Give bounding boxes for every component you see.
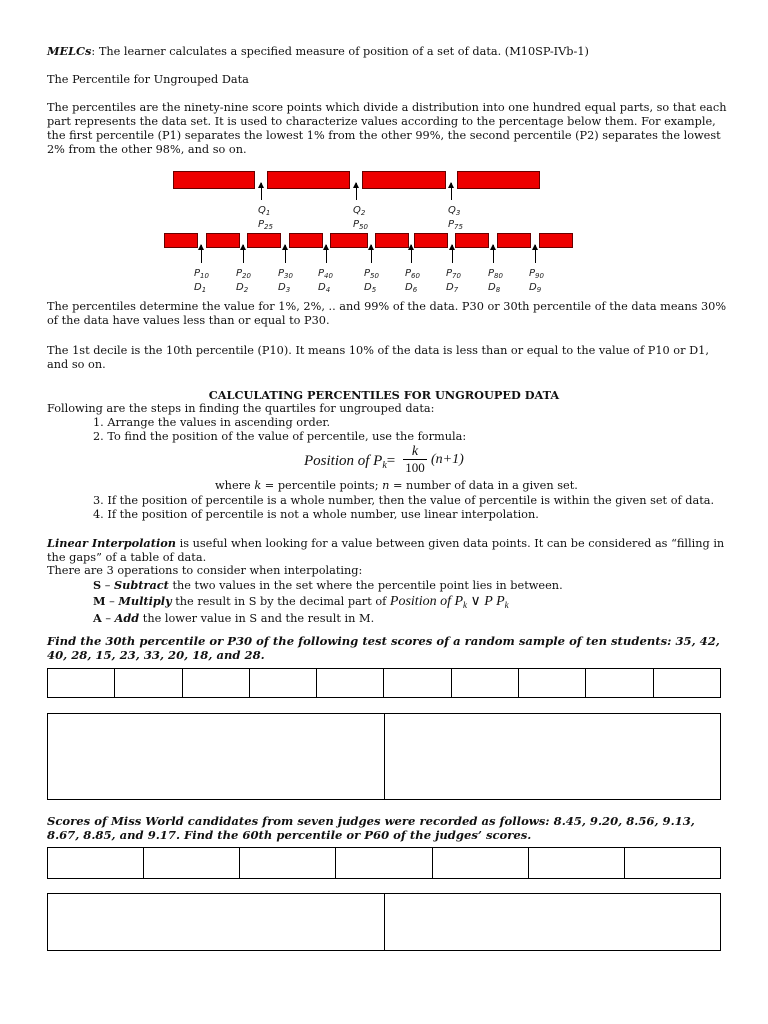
p2-cell-1[interactable]: [48, 848, 144, 879]
quartile-bar-1: [173, 171, 255, 189]
problem-2-data-row: [47, 847, 721, 879]
q1-arrow-icon: [261, 183, 262, 200]
decile-bar-10: [539, 233, 573, 248]
q2-label: $Q_2$ $P_{50}$: [353, 205, 368, 231]
p1-cell-9[interactable]: [586, 669, 653, 698]
p2-cell-7[interactable]: [624, 848, 720, 879]
p1-work-left[interactable]: [48, 714, 385, 800]
p1-cell-10[interactable]: [653, 669, 720, 698]
p2-cell-4[interactable]: [336, 848, 432, 879]
ops-intro: There are 3 operations to consider when interpolating:: [47, 564, 363, 577]
p1-cell-4[interactable]: [249, 669, 316, 698]
section-title: The Percentile for Ungrouped Data: [47, 73, 249, 86]
decile-bar-9: [497, 233, 531, 248]
p1-cell-5[interactable]: [317, 669, 384, 698]
p50-d5-label: $P_{50}$ $D_5$: [364, 268, 379, 294]
percentile-diagram: [0, 0, 768, 300]
quartile-bar-4: [457, 171, 540, 189]
p2-work-right[interactable]: [384, 894, 721, 951]
calc-heading: CALCULATING PERCENTILES FOR UNGROUPED DATA: [208, 388, 560, 402]
intro-paragraph: The percentiles are the ninety-nine score points which divide a distribution into one hundred equal parts, so that each part represents the data set. It is used to characterize values according to the percentage below them. For example, the first percentile (P1) separates the lowest 1% from the other 99%, the second percentile (P2) separates the lowest 2% from the other 98%, and so on.: [47, 101, 727, 156]
para-decile: The 1st decile is the 10th percentile (P10). It means 10% of the data is less than or equal to the value of P10 or D1, and so on.: [47, 344, 709, 371]
decile-bar-5: [330, 233, 368, 248]
p1-cell-3[interactable]: [182, 669, 249, 698]
p90-d9-label: $P_{90}$ $D_9$: [529, 268, 544, 294]
p10-arrow-icon: [201, 245, 202, 263]
p1-cell-7[interactable]: [451, 669, 518, 698]
problem-1-data-row: [47, 668, 721, 698]
p90-arrow-icon: [535, 245, 536, 263]
melcs-label: MELCs: [47, 44, 92, 58]
para-determine: The percentiles determine the value for 1%, 2%, .. and 99% of the data. P30 or 30th percentile of the data means 30% of the data have values less than or equal to P30.: [47, 300, 727, 327]
p2-cell-3[interactable]: [240, 848, 336, 879]
step-1: 1. Arrange the values in ascending order.: [93, 416, 331, 429]
q3-arrow-icon: [451, 183, 452, 200]
p1-work-right[interactable]: [384, 714, 721, 800]
decile-bar-7: [414, 233, 448, 248]
problem-1: Find the 30th percentile or P30 of the following test scores of a random sample of ten students: 35, 42, 40, 28, 15, 23, 33, 20, 18, and 28.: [47, 634, 720, 662]
steps-intro: Following are the steps in finding the quartiles for ungrouped data:: [47, 402, 435, 415]
p40-arrow-icon: [326, 245, 327, 263]
melcs-text: : The learner calculates a specified measure of position of a set of data. (M10SP-IVb-1): [91, 45, 589, 58]
p1-cell-2[interactable]: [115, 669, 182, 698]
q3-label: $Q_3$ $P_{75}$: [448, 205, 463, 231]
problem-1-work-area: [47, 713, 721, 800]
p70-d7-label: $P_{70}$ $D_7$: [446, 268, 461, 294]
op-multiply: M – Multiply the result in S by the decimal part of Position of $P_k$ ∨ P $P_k$: [93, 594, 509, 610]
decile-bar-8: [455, 233, 489, 248]
p1-cell-1[interactable]: [48, 669, 115, 698]
op-add: A – Add the lower value in S and the result in M.: [93, 611, 375, 625]
p80-d8-label: $P_{80}$ $D_8$: [488, 268, 503, 294]
p30-arrow-icon: [285, 245, 286, 263]
p70-arrow-icon: [452, 245, 453, 263]
formula-where: where k = percentile points; n = number of data in a given set.: [215, 479, 578, 492]
q2-arrow-icon: [356, 183, 357, 200]
decile-bar-2: [206, 233, 240, 248]
p2-cell-2[interactable]: [144, 848, 240, 879]
decile-bar-3: [247, 233, 281, 248]
problem-2-work-area: [47, 893, 721, 951]
step-2: 2. To find the position of the value of percentile, use the formula:: [93, 430, 467, 443]
problem-2: Scores of Miss World candidates from seven judges were recorded as follows: 8.45, 9.20, 8.56, 9.13, 8.67, 8.85, and 9.17. Find the 60th percentile or P60 of the judges’ scores.: [47, 814, 695, 842]
p10-d1-label: $P_{10}$ $D_1$: [194, 268, 209, 294]
p1-cell-6[interactable]: [384, 669, 451, 698]
p40-d4-label: $P_{40}$ $D_4$: [318, 268, 333, 294]
quartile-bar-2: [267, 171, 350, 189]
p2-cell-5[interactable]: [432, 848, 528, 879]
p1-cell-8[interactable]: [519, 669, 586, 698]
p80-arrow-icon: [493, 245, 494, 263]
p50-arrow-icon: [371, 245, 372, 263]
step-4: 4. If the position of percentile is not a whole number, use linear interpolation.: [93, 508, 539, 521]
p60-d6-label: $P_{60}$ $D_6$: [405, 268, 420, 294]
p20-d2-label: $P_{20}$ $D_2$: [236, 268, 251, 294]
quartile-bar-3: [362, 171, 446, 189]
q1-label: $Q_1$ $P_{25}$: [258, 205, 273, 231]
p30-d3-label: $P_{30}$ $D_3$: [278, 268, 293, 294]
linear-interpolation-paragraph: Linear Interpolation is useful when looking for a value between given data points. It can be considered as “filling in the gaps” of a table of data.: [47, 536, 725, 564]
op-subtract: S – Subtract the two values in the set where the percentile point lies in between.: [93, 578, 563, 592]
p2-work-left[interactable]: [48, 894, 385, 951]
p2-cell-6[interactable]: [528, 848, 624, 879]
decile-bar-4: [289, 233, 323, 248]
decile-bar-1: [164, 233, 198, 248]
step-3: 3. If the position of percentile is a whole number, then the value of percentile is within the given set of data.: [93, 494, 715, 507]
decile-bar-6: [375, 233, 409, 248]
p20-arrow-icon: [243, 245, 244, 263]
p60-arrow-icon: [411, 245, 412, 263]
